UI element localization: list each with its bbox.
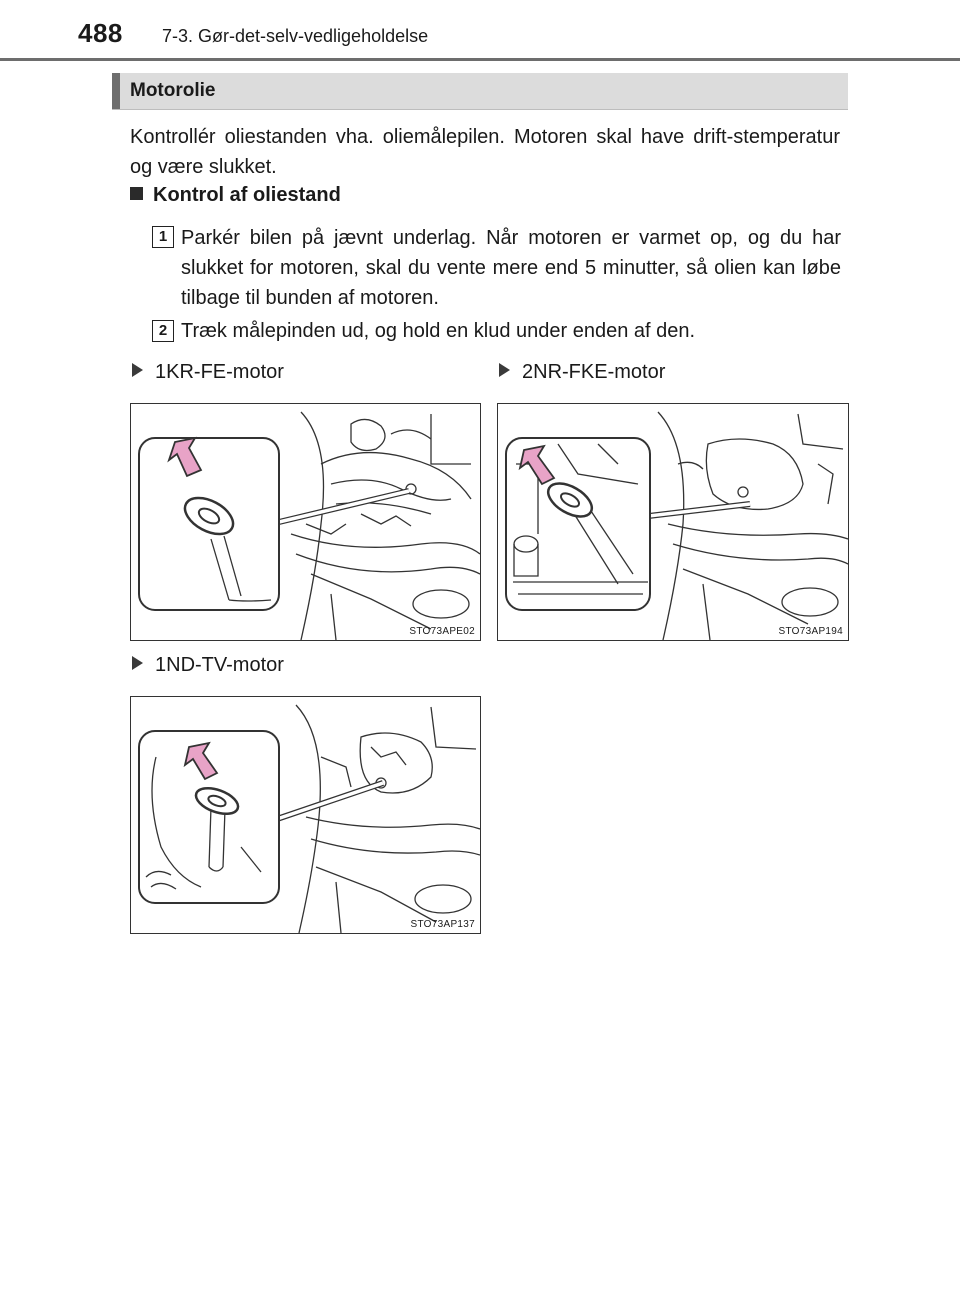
intro-paragraph: Kontrollér oliestanden vha. oliemålepilen. Motoren skal have drift-stemperatur og være slukket. [130,126,840,178]
figure-label-1kr: 1KR-FE-motor [132,361,284,384]
engine-figure-1kr [130,403,481,641]
step-text-2: Træk målepinden ud, og hold en klud under enden af den. [181,320,696,342]
figure-label-1nd: 1ND-TV-motor [132,654,284,677]
step-badge-1: 1 [152,226,174,248]
engine-bay-illustration [131,404,480,640]
triangle-bullet-icon [499,363,510,377]
triangle-bullet-icon [132,656,143,670]
engine-bay-illustration [498,404,848,640]
topic-title: Motorolie [130,80,216,101]
engine-bay-illustration [131,697,480,933]
section-title: 7-3. Gør-det-selv-vedligeholdelse [162,26,429,46]
topic-bar [112,73,848,110]
engine-figure-2nr [497,403,849,641]
page-number: 488 [78,18,123,48]
header-rule [0,58,960,61]
figure-code: STO73AP194 [778,626,843,637]
engine-figure-1nd [130,696,481,934]
figure-label-2nr: 2NR-FKE-motor [499,361,665,384]
step-badge-2: 2 [152,320,174,342]
topic-bar-accent [112,73,120,109]
triangle-bullet-icon [132,363,143,377]
figure-code: STO73APE02 [409,626,475,637]
subheading-text: Kontrol af oliestand [153,184,341,206]
figure-code: STO73AP137 [410,919,475,930]
subheading [130,184,341,207]
step-text-1: Parkér bilen på jævnt underlag. Når motoren er varmet op, og du har slukket for motoren, skal du vente mere end 5 minutter, så olien kan løbe tilbage til bunden af motoren. [181,227,841,309]
square-bullet-icon [130,187,143,200]
